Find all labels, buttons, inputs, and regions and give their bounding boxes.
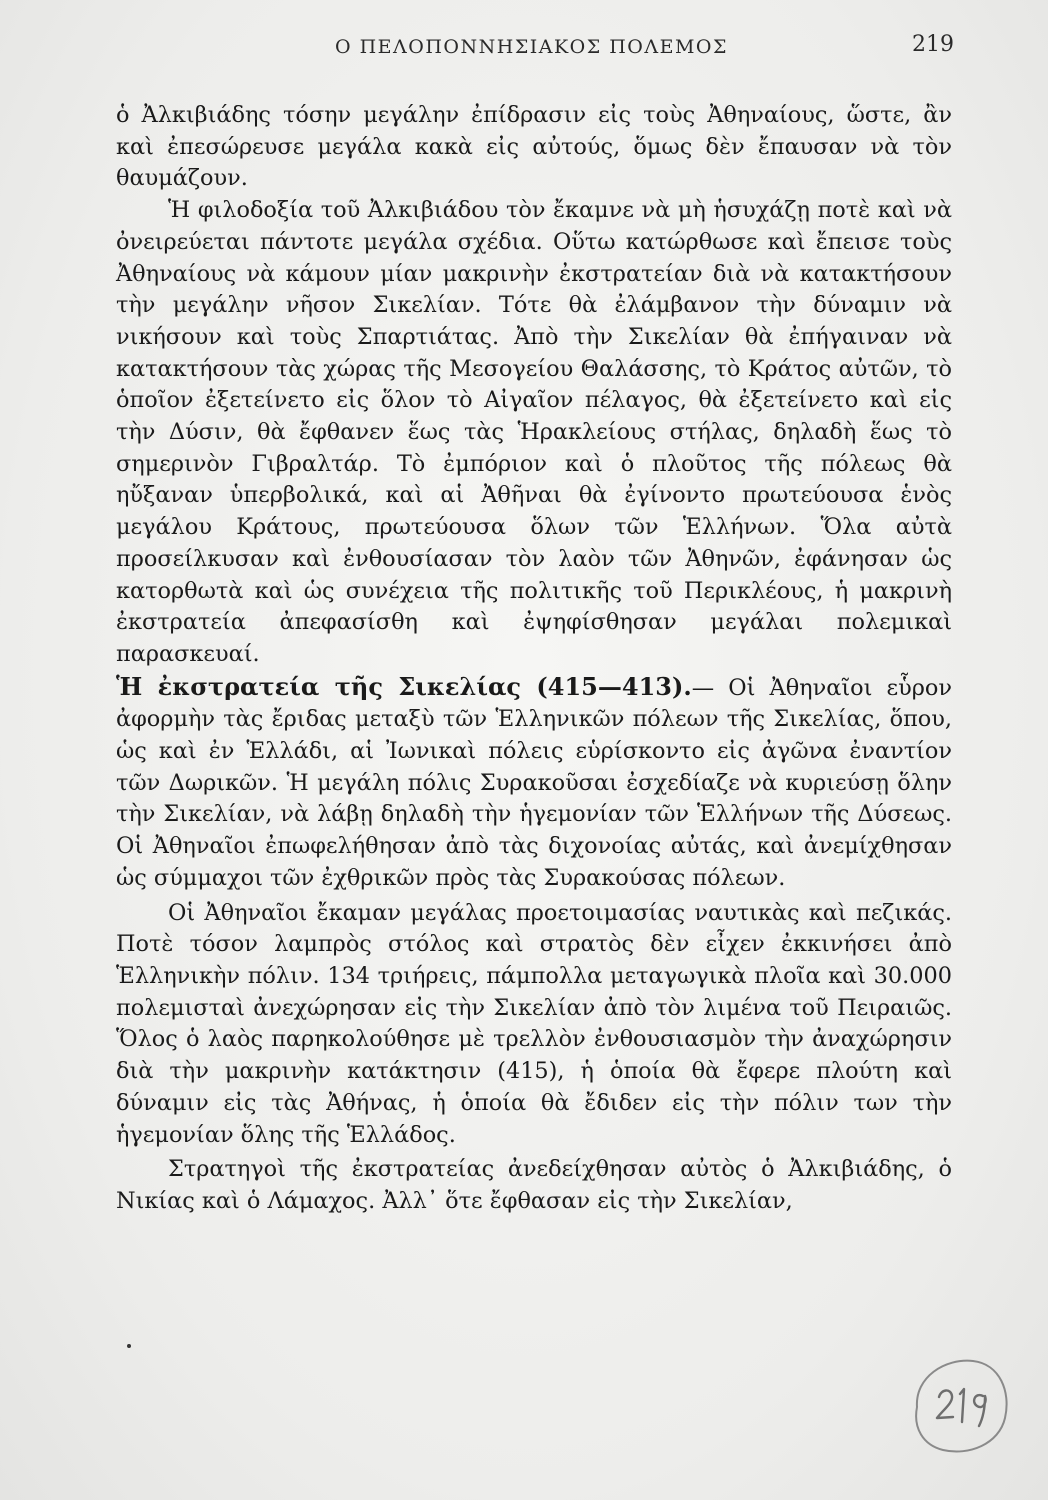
- handwritten-folio-stamp: [905, 1352, 1015, 1462]
- paragraph: ὁ Ἀλκιβιάδης τόσην μεγάλην ἐπίδρασιν εἰς τοὺς Ἀθηναίους, ὥστε, ἂν καὶ ἐπεσώρευσε μεγάλα κακὰ εἰς αὐτούς, ὅμως δὲν ἔπαυσαν νὰ τὸν θαυμάζουν.: [116, 102, 952, 192]
- paragraph: Ἡ φιλοδοξία τοῦ Ἀλκιβιάδου τὸν ἔκαμνε νὰ μὴ ἡσυχάζῃ ποτὲ καὶ νὰ ὀνειρεύεται πάντοτε μεγάλα σχέδια. Οὕτω κατώρθωσε καὶ ἔπεισε τοὺς Ἀθηναίους νὰ κάμουν μίαν μακρινὴν ἐκστρατείαν διὰ νὰ κατακτήσουν τὴν μεγάλην νῆσον Σικελίαν. Τότε θὰ ἐλάμβανον τὴν δύναμιν νὰ νικήσουν καὶ τοὺς Σπαρτιάτας. Ἀπὸ τὴν Σικελίαν θὰ ἐπήγαιναν νὰ κατακτήσουν τὰς χώρας τῆς Μεσογείου Θαλάσσης, τὸ Κράτος αὐτῶν, τὸ ὁποῖον ἐξετείνετο εἰς ὅλον τὸ Αἰγαῖον πέλαγος, θὰ ἐξετείνετο καὶ εἰς τὴν Δύσιν, θὰ ἔφθανεν ἕως τὰς Ἡρακλείους στήλας, δηλαδὴ ἕως τὸ σημερινὸν Γιβραλτάρ. Τὸ ἐμπόριον καὶ ὁ πλοῦτος τῆς πόλεως θὰ ηὔξαναν ὑπερβολικά, καὶ αἱ Ἀθῆναι θὰ ἐγίνοντο πρωτεύουσα ἑνὸς μεγάλου Κράτους, πρωτεύουσα ὅλων τῶν Ἑλλήνων. Ὅλα αὐτὰ προσείλκυσαν καὶ ἐνθουσίασαν τὸν λαὸν τῶν Ἀθηνῶν, ἐφάνησαν ὡς κατορθωτὰ καὶ ὡς συνέχεια τῆς πολιτικῆς τοῦ Περικλέους, ἡ μακρινὴ ἐκστρατεία ἀπεφασίσθη καὶ ἐψηφίσθησαν μεγάλαι πολεμικαὶ παρασκευαί.: [116, 197, 952, 667]
- running-head: Ο ΠΕΛΟΠΟΝΝΗΣΙΑΚΟΣ ΠΟΛΕΜΟΣ: [335, 36, 728, 58]
- paragraph: Στρατηγοὶ τῆς ἐκστρατείας ἀνεδείχθησαν αὐτὸς ὁ Ἀλκιβιάδης, ὁ Νικίας καὶ ὁ Λάμαχος. Ἀλλ᾽ ὅτε ἔφθασαν εἰς τὴν Σικελίαν,: [116, 1156, 952, 1214]
- paragraph-text: — Οἱ Ἀθηναῖοι εὗρον ἀφορμὴν τὰς ἔριδας μεταξὺ τῶν Ἑλληνικῶν πόλεων τῆς Σικελίας, ὅπου, ὡς καὶ ἐν Ἑλλάδι, αἱ Ἰωνικαὶ πόλεις εὑρίσκοντο εἰς ἀγῶνα ἐναντίον τῶν Δωρικῶν. Ἡ μεγάλη πόλις Συρακοῦσαι ἐσχεδίαζε νὰ κυριεύσῃ ὅλην τὴν Σικελίαν, νὰ λάβῃ δηλαδὴ τὴν ἡγεμονίαν τῶν Ἑλλήνων τῆς Δύσεως. Οἱ Ἀθηναῖοι ἐπωφελήθησαν ἀπὸ τὰς διχονοίας αὐτάς, καὶ ἀνεμίχθησαν ὡς σύμμαχοι τῶν ἐχθρικῶν πρὸς τὰς Συρακούσας πόλεων.: [116, 674, 952, 891]
- section-heading: Ἡ ἐκστρατεία τῆς Σικελίας (415—413).: [116, 671, 692, 701]
- paragraph-with-heading: [116, 671, 952, 895]
- paragraph: Οἱ Ἀθηναῖοι ἔκαμαν μεγάλας προετοιμασίας ναυτικὰς καὶ πεζικάς. Ποτὲ τόσον λαμπρὸς στόλος καὶ στρατὸς δὲν εἶχεν ἐκκινήσει ἀπὸ Ἑλληνικὴν πόλιν. 134 τριήρεις, πάμπολλα μεταγωγικὰ πλοῖα καὶ 30.000 πολεμισταὶ ἀνεχώρησαν εἰς τὴν Σικελίαν ἀπὸ τὸν λιμένα τοῦ Πειραιῶς. Ὅλος ὁ λαὸς παρηκολούθησε μὲ τρελλὸν ἐνθουσιασμὸν τὴν ἀναχώρησιν διὰ τὴν μακρινὴν κατάκτησιν (415), ἡ ὁποία θὰ ἔφερε πλούτη καὶ δύναμιν εἰς τὰς Ἀθήνας, ἡ ὁποία θὰ ἔδιδεν εἰς τὴν πόλιν των τὴν ἡγεμονίαν ὅλης τῆς Ἑλλάδος.: [116, 899, 952, 1148]
- ink-speck: [127, 1344, 131, 1348]
- page-number: 219: [912, 32, 954, 57]
- body-text: [116, 100, 952, 1218]
